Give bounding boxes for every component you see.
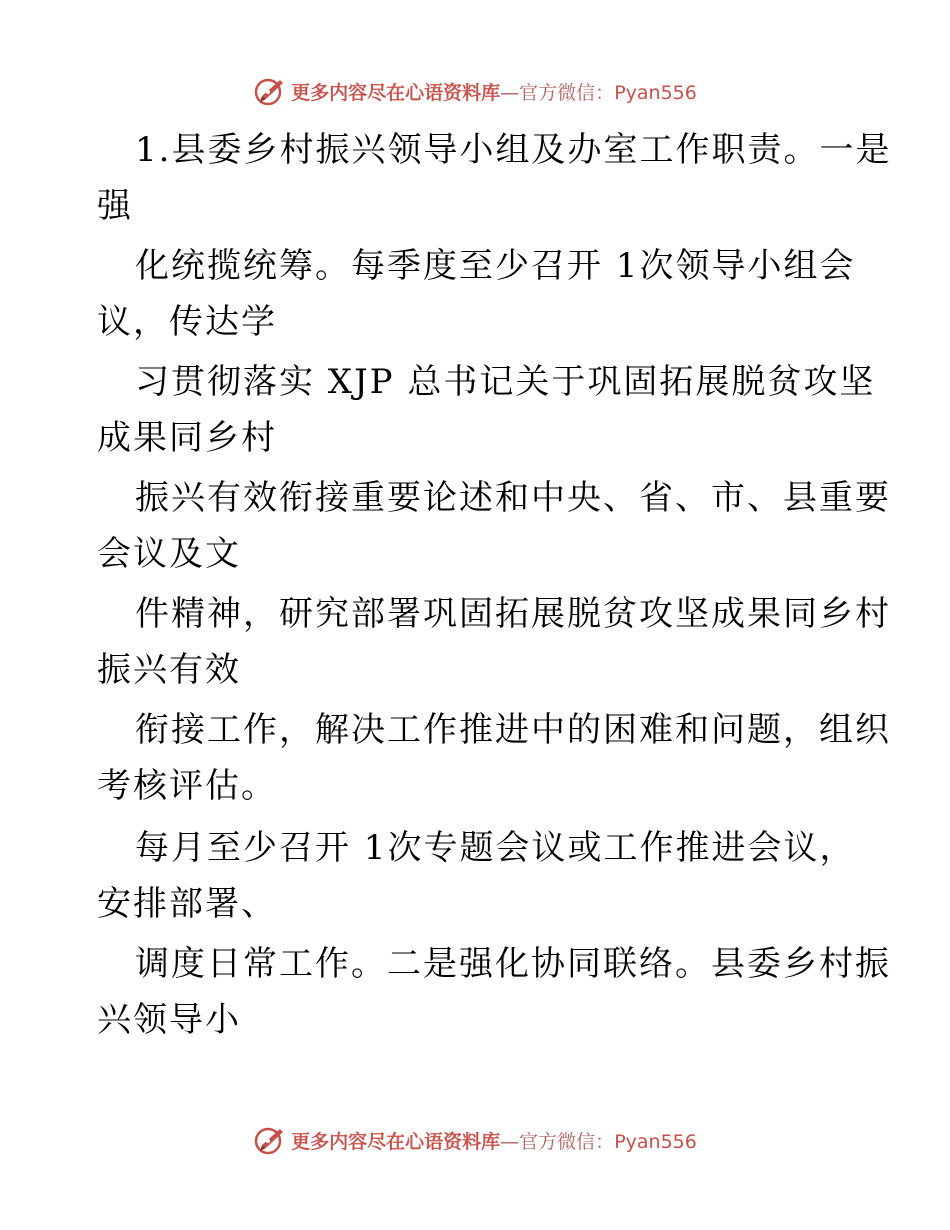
quill-pen-logo-icon xyxy=(253,1123,287,1157)
watermark-label: 官方微信： xyxy=(519,81,615,104)
text-line: 振兴有效 xyxy=(97,650,241,690)
text-line: 成果同乡村 xyxy=(97,418,277,458)
text-line: 衔接工作，解决工作推进中的困难和问题，组织 xyxy=(135,710,891,750)
header-watermark xyxy=(0,71,950,111)
watermark-label: 官方微信： xyxy=(519,1130,615,1153)
text-line: 习贯彻落实 XJP 总书记关于巩固拓展脱贫攻坚 xyxy=(135,362,876,402)
text-line: 1.县委乡村振兴领导小组及办室工作职责。一是 xyxy=(135,130,892,170)
text-line: 强 xyxy=(97,186,133,226)
text-line: 每月至少召开 1次专题会议或工作推进会议， xyxy=(135,828,856,868)
watermark-dash: — xyxy=(500,1130,520,1153)
watermark-text xyxy=(291,78,697,105)
text-line: 振兴有效衔接重要论述和中央、省、市、县重要 xyxy=(135,478,891,518)
footer-watermark xyxy=(0,1120,950,1160)
text-line: 会议及文 xyxy=(97,534,241,574)
watermark-brand: 更多内容尽在心语资料库 xyxy=(291,1130,501,1153)
watermark-dash: — xyxy=(500,81,520,104)
text-line: 安排部署、 xyxy=(97,884,277,924)
text-line: 调度日常工作。二是强化协同联络。县委乡村振 xyxy=(135,944,891,984)
text-line: 件精神，研究部署巩固拓展脱贫攻坚成果同乡村 xyxy=(135,594,891,634)
watermark-id: Pyan556 xyxy=(614,1130,697,1153)
watermark-text xyxy=(291,1127,697,1154)
watermark-id: Pyan556 xyxy=(614,81,697,104)
watermark-brand: 更多内容尽在心语资料库 xyxy=(291,81,501,104)
text-line: 兴领导小 xyxy=(97,1000,241,1040)
quill-pen-logo-icon xyxy=(253,74,287,108)
text-line: 化统揽统筹。每季度至少召开 1次领导小组会 xyxy=(135,246,856,286)
text-line: 议，传达学 xyxy=(97,302,277,342)
text-line: 考核评估。 xyxy=(97,766,277,806)
